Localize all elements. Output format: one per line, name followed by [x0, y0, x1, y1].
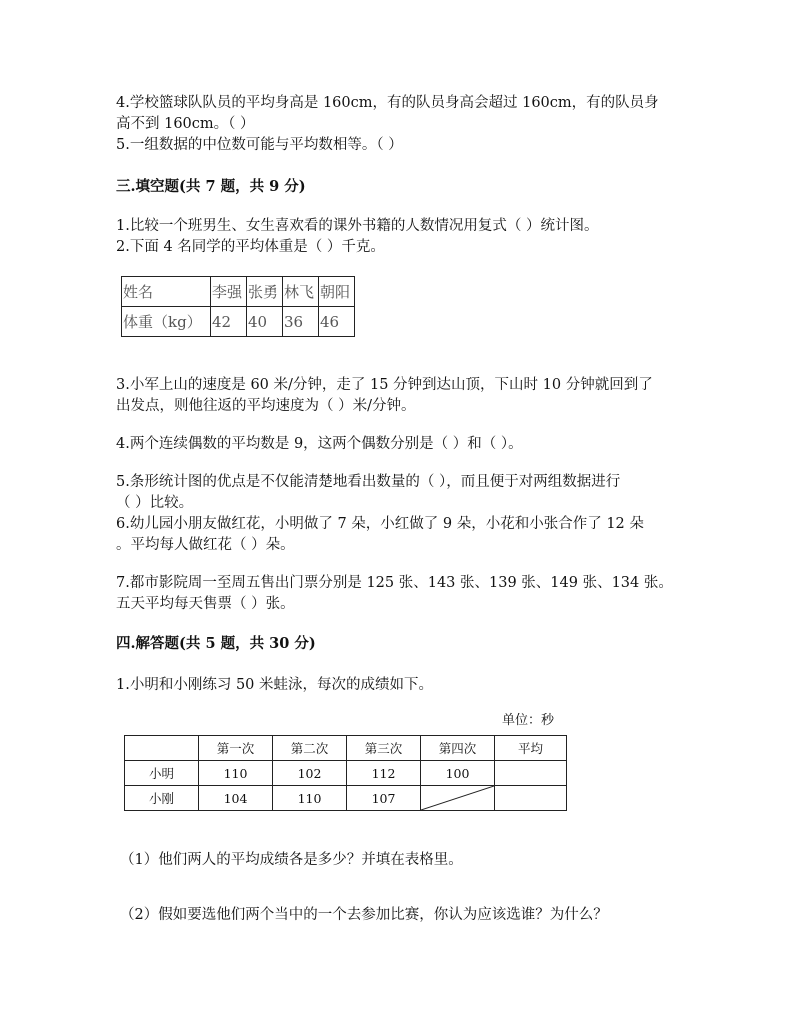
table-cell: 小明	[125, 761, 199, 786]
average-cell[interactable]	[495, 786, 567, 811]
table-cell: 46	[319, 307, 355, 337]
fill-question-5-line1: 5.条形统计图的优点是不仅能清楚地看出数量的（ ），而且便于对两组数据进行	[116, 474, 621, 490]
sub-question-1: （1）他们两人的平均成绩各是多少？并填在表格里。	[120, 852, 463, 868]
fill-question-3-line2: 出发点，则他往返的平均速度为（ ）米/分钟。	[116, 398, 416, 414]
question-5: 5.一组数据的中位数可能与平均数相等。（ ）	[116, 137, 403, 153]
table-cell: 第二次	[273, 736, 347, 761]
table-row	[125, 761, 567, 786]
table-cell: 体重（kg）	[122, 307, 211, 337]
table-cell	[125, 736, 199, 761]
table-row	[122, 277, 355, 307]
table-cell: 平均	[495, 736, 567, 761]
table-cell: 36	[283, 307, 319, 337]
empty-crossed-cell	[421, 786, 495, 811]
question-4-line1: 4.学校篮球队队员的平均身高是 160cm，有的队员身高会超过 160cm，有的队员身	[116, 95, 659, 111]
table-cell: 第三次	[347, 736, 421, 761]
section-4-title: 四.解答题(共 5 题，共 30 分)	[116, 635, 316, 652]
section-3-title: 三.填空题(共 7 题，共 9 分)	[116, 178, 306, 195]
fill-question-3-line1: 3.小军上山的速度是 60 米/分钟，走了 15 分钟到达山顶，下山时 10 分钟就回到了	[116, 377, 653, 393]
table-cell: 107	[347, 786, 421, 811]
swim-score-table	[124, 735, 567, 811]
fill-question-5-line2: （ ）比较。	[116, 495, 194, 511]
weight-table	[121, 276, 355, 337]
fill-question-7-line2: 五天平均每天售票（ ）张。	[116, 596, 295, 612]
unit-label: 单位：秒	[502, 713, 555, 728]
table-cell: 姓名	[122, 277, 211, 307]
sub-question-2: （2）假如要选他们两个当中的一个去参加比赛，你认为应该选谁？为什么？	[120, 907, 608, 923]
table-cell: 112	[347, 761, 421, 786]
fill-question-7-line1: 7.都市影院周一至周五售出门票分别是 125 张、143 张、139 张、149 张、134 张。	[116, 575, 673, 591]
table-cell: 小刚	[125, 786, 199, 811]
table-cell: 李强	[211, 277, 247, 307]
table-cell: 第四次	[421, 736, 495, 761]
table-row	[122, 307, 355, 337]
table-row	[125, 786, 567, 811]
table-cell: 张勇	[247, 277, 283, 307]
fill-question-6-line1: 6.幼儿园小朋友做红花，小明做了 7 朵，小红做了 9 朵，小花和小张合作了 12 朵	[116, 516, 644, 532]
table-cell: 110	[199, 761, 273, 786]
table-cell: 朝阳	[319, 277, 355, 307]
table-row	[125, 736, 567, 761]
fill-question-1: 1.比较一个班男生、女生喜欢看的课外书籍的人数情况用复式（ ）统计图。	[116, 218, 599, 234]
table-cell: 110	[273, 786, 347, 811]
answer-question-1: 1.小明和小刚练习 50 米蛙泳，每次的成绩如下。	[116, 677, 434, 693]
table-cell: 102	[273, 761, 347, 786]
table-cell: 104	[199, 786, 273, 811]
table-cell: 100	[421, 761, 495, 786]
fill-question-6-line2: 。平均每人做红花（ ）朵。	[116, 537, 295, 553]
table-cell: 林飞	[283, 277, 319, 307]
question-4-line2: 高不到 160cm。（ ）	[116, 116, 255, 132]
fill-question-4: 4.两个连续偶数的平均数是 9，这两个偶数分别是（ ）和（ ）。	[116, 436, 523, 452]
table-cell: 第一次	[199, 736, 273, 761]
fill-question-2: 2.下面 4 名同学的平均体重是（ ）千克。	[116, 239, 385, 255]
table-cell: 42	[211, 307, 247, 337]
average-cell[interactable]	[495, 761, 567, 786]
diagonal-line	[421, 786, 494, 810]
table-cell: 40	[247, 307, 283, 337]
